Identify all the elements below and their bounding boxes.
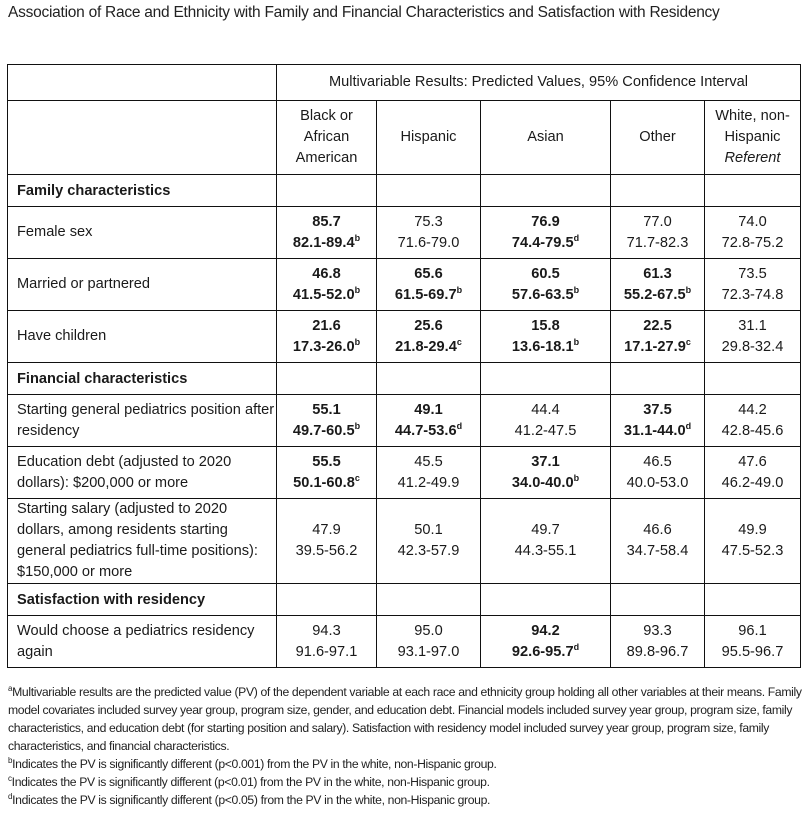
confidence-interval	[377, 233, 480, 254]
value-cell	[705, 395, 801, 447]
empty-cell	[705, 584, 801, 616]
confidence-interval-range: 49.7-60.5	[292, 422, 355, 439]
confidence-interval	[277, 285, 376, 306]
confidence-interval	[377, 473, 480, 494]
value-cell	[277, 311, 377, 363]
predicted-value: 95.0	[414, 622, 443, 639]
footnotes	[8, 683, 808, 809]
confidence-interval	[705, 642, 800, 663]
predicted-value: 47.6	[738, 453, 767, 470]
predicted-value: 22.5	[643, 317, 672, 334]
value-cell	[277, 616, 377, 668]
column-header	[377, 101, 481, 175]
table-row	[8, 207, 801, 259]
column-header-line: African	[303, 129, 350, 145]
predicted-value: 55.1	[312, 401, 341, 418]
footnote	[8, 791, 808, 809]
value-cell	[481, 499, 611, 584]
confidence-interval-range: 71.7-82.3	[626, 234, 689, 251]
predicted-value: 93.3	[643, 622, 672, 639]
confidence-interval	[611, 337, 704, 358]
row-label: Starting general pediatrics position after residency	[8, 395, 277, 447]
value-cell	[481, 259, 611, 311]
predicted-value: 47.9	[312, 522, 341, 538]
footnote-text: Indicates the PV is significantly different (p<0.05) from the PV in the white, non-Hispanic group.	[12, 793, 491, 807]
column-header-line: White, non-	[715, 108, 790, 124]
value-cell	[277, 207, 377, 259]
empty-corner-cell	[8, 65, 277, 101]
significance-marker: c	[685, 336, 691, 347]
significance-marker: b	[354, 420, 361, 431]
row-label: Starting salary (adjusted to 2020 dollars, among residents starting general pediatrics full-time positions): $150,000 or more	[8, 499, 277, 584]
value-cell	[277, 259, 377, 311]
confidence-interval	[377, 642, 480, 663]
confidence-interval	[277, 541, 376, 562]
value-cell	[611, 311, 705, 363]
confidence-interval	[705, 337, 800, 358]
confidence-interval	[377, 421, 480, 442]
value-cell	[481, 311, 611, 363]
empty-cell	[277, 363, 377, 395]
significance-marker: b	[354, 336, 361, 347]
footnote-text: Indicates the PV is significantly different (p<0.01) from the PV in the white, non-Hispanic group.	[11, 775, 490, 789]
predicted-value: 75.3	[414, 213, 443, 230]
confidence-interval-range: 57.6-63.5	[511, 286, 574, 303]
confidence-interval-range: 42.3-57.9	[397, 543, 460, 559]
table-row	[8, 311, 801, 363]
confidence-interval-range: 40.0-53.0	[626, 474, 689, 491]
significance-marker: d	[685, 420, 692, 431]
significance-marker: d	[456, 420, 463, 431]
confidence-interval-range: 41.5-52.0	[292, 286, 355, 303]
significance-marker: b	[354, 284, 361, 295]
predicted-value: 31.1	[738, 317, 767, 334]
predicted-value: 49.9	[738, 522, 767, 538]
confidence-interval-range: 82.1-89.4	[292, 234, 355, 251]
confidence-interval	[611, 642, 704, 663]
value-cell	[377, 447, 481, 499]
value-cell	[705, 259, 801, 311]
section-title: Family characteristics	[8, 175, 277, 207]
confidence-interval-range: 71.6-79.0	[397, 234, 460, 251]
results-table	[7, 64, 801, 668]
row-label: Have children	[8, 311, 277, 363]
confidence-interval-range: 34.0-40.0	[511, 474, 574, 491]
column-header-line: Hispanic	[724, 129, 781, 145]
confidence-interval-range: 13.6-18.1	[511, 338, 574, 355]
predicted-value: 37.5	[643, 401, 672, 418]
confidence-interval-range: 17.1-27.9	[624, 338, 686, 355]
value-cell	[705, 311, 801, 363]
confidence-interval-range: 72.3-74.8	[721, 286, 784, 303]
confidence-interval	[277, 473, 376, 494]
empty-cell	[611, 363, 705, 395]
value-cell	[611, 207, 705, 259]
confidence-interval	[611, 233, 704, 254]
confidence-interval	[481, 285, 610, 306]
confidence-interval	[377, 337, 480, 358]
confidence-interval-range: 44.7-53.6	[394, 422, 457, 439]
column-header-line: Hispanic	[400, 129, 457, 145]
value-cell	[377, 499, 481, 584]
confidence-interval	[277, 421, 376, 442]
confidence-interval	[377, 541, 480, 562]
value-cell	[277, 395, 377, 447]
value-cell	[377, 395, 481, 447]
value-cell	[377, 207, 481, 259]
predicted-value: 49.7	[531, 522, 560, 538]
confidence-interval	[611, 541, 704, 562]
confidence-interval-range: 92.6-95.7	[511, 643, 574, 660]
value-cell	[277, 447, 377, 499]
empty-cell	[481, 363, 611, 395]
confidence-interval-range: 91.6-97.1	[295, 643, 358, 660]
empty-cell	[277, 584, 377, 616]
value-cell	[277, 499, 377, 584]
significance-marker: b	[573, 472, 580, 483]
predicted-value: 44.2	[738, 401, 767, 418]
spanning-header-row	[8, 65, 801, 101]
column-header	[277, 101, 377, 175]
confidence-interval-range: 95.5-96.7	[721, 643, 784, 660]
predicted-value: 94.2	[531, 622, 560, 639]
predicted-value: 85.7	[312, 213, 341, 230]
confidence-interval	[705, 541, 800, 562]
value-cell	[611, 499, 705, 584]
predicted-value: 50.1	[414, 522, 443, 538]
predicted-value: 74.0	[738, 213, 767, 230]
predicted-value: 21.6	[312, 317, 341, 334]
empty-cell	[481, 175, 611, 207]
significance-marker: b	[573, 284, 580, 295]
table-row	[8, 447, 801, 499]
confidence-interval	[481, 233, 610, 254]
footnote	[8, 755, 808, 773]
row-label: Would choose a pediatrics residency again	[8, 616, 277, 668]
confidence-interval-range: 93.1-97.0	[397, 643, 460, 660]
confidence-interval-range: 41.2-49.9	[397, 474, 460, 491]
table-title: Association of Race and Ethnicity with Family and Financial Characteristics and Satisfaction with Residency	[8, 4, 720, 21]
predicted-value: 46.6	[643, 522, 672, 538]
column-header	[481, 101, 611, 175]
footnote-text: Indicates the PV is significantly different (p<0.001) from the PV in the white, non-Hispanic group.	[12, 757, 497, 771]
significance-marker: c	[354, 472, 360, 483]
footnote-mark: a	[8, 684, 13, 693]
referent-label: Referent	[724, 150, 781, 166]
value-cell	[481, 395, 611, 447]
confidence-interval	[481, 421, 610, 442]
confidence-interval	[705, 233, 800, 254]
footnote-mark: b	[8, 756, 13, 765]
predicted-value: 25.6	[414, 317, 443, 334]
empty-cell	[705, 175, 801, 207]
confidence-interval-range: 41.2-47.5	[514, 422, 577, 439]
predicted-value: 60.5	[531, 265, 560, 282]
significance-marker: b	[456, 284, 463, 295]
predicted-value: 76.9	[531, 213, 560, 230]
empty-label-header-cell	[8, 101, 277, 175]
footnote-mark: c	[8, 774, 12, 783]
predicted-value: 37.1	[531, 453, 560, 470]
value-cell	[705, 207, 801, 259]
row-label: Female sex	[8, 207, 277, 259]
predicted-value: 46.5	[643, 453, 672, 470]
footnote	[8, 683, 808, 755]
empty-cell	[377, 175, 481, 207]
confidence-interval	[481, 473, 610, 494]
value-cell	[611, 395, 705, 447]
value-cell	[481, 447, 611, 499]
confidence-interval	[705, 285, 800, 306]
confidence-interval-range: 34.7-58.4	[626, 543, 689, 559]
section-header-row	[8, 363, 801, 395]
column-header	[705, 101, 801, 175]
predicted-value: 65.6	[414, 265, 443, 282]
significance-marker: d	[573, 641, 580, 652]
value-cell	[611, 447, 705, 499]
value-cell	[377, 259, 481, 311]
row-label: Married or partnered	[8, 259, 277, 311]
confidence-interval	[481, 337, 610, 358]
footnote-mark: d	[8, 792, 13, 801]
value-cell	[377, 311, 481, 363]
confidence-interval-range: 44.3-55.1	[514, 543, 577, 559]
footnote-text: Multivariable results are the predicted value (PV) of the dependent variable at each race and ethnicity group holding all other variables at their means. Family model covariates included survey year group, program size, gender, and education debt. Financial models included survey year group, program size, family characteristics, and education debt (for starting position and salary). Satisfaction with residency model included survey year group, program size, family characteristics, and financial characteristics.	[8, 685, 802, 753]
predicted-value: 61.3	[643, 265, 672, 282]
table-row	[8, 395, 801, 447]
confidence-interval-range: 50.1-60.8	[293, 474, 355, 491]
value-cell	[481, 207, 611, 259]
table-row	[8, 259, 801, 311]
empty-cell	[377, 584, 481, 616]
confidence-interval-range: 72.8-75.2	[721, 234, 784, 251]
confidence-interval	[377, 285, 480, 306]
confidence-interval-range: 61.5-69.7	[394, 286, 457, 303]
confidence-interval	[705, 421, 800, 442]
confidence-interval-range: 89.8-96.7	[626, 643, 689, 660]
confidence-interval-range: 46.2-49.0	[721, 474, 784, 491]
confidence-interval	[611, 421, 704, 442]
significance-marker: d	[573, 232, 580, 243]
confidence-interval	[481, 642, 610, 663]
column-header-row	[8, 101, 801, 175]
confidence-interval-range: 55.2-67.5	[623, 286, 686, 303]
value-cell	[481, 616, 611, 668]
empty-cell	[705, 363, 801, 395]
confidence-interval	[481, 541, 610, 562]
predicted-value: 49.1	[414, 401, 443, 418]
value-cell	[705, 499, 801, 584]
footnote	[8, 773, 808, 791]
confidence-interval-range: 17.3-26.0	[292, 338, 355, 355]
empty-cell	[611, 584, 705, 616]
confidence-interval	[277, 233, 376, 254]
confidence-interval	[277, 642, 376, 663]
predicted-value: 44.4	[531, 401, 560, 418]
column-header-line: Black or	[300, 108, 353, 124]
column-header-line: American	[295, 150, 358, 166]
value-cell	[611, 259, 705, 311]
predicted-value: 45.5	[414, 453, 443, 470]
confidence-interval	[611, 285, 704, 306]
column-header-line: Other	[639, 129, 676, 145]
column-header	[611, 101, 705, 175]
section-title: Financial characteristics	[8, 363, 277, 395]
empty-cell	[481, 584, 611, 616]
significance-marker: c	[456, 336, 462, 347]
confidence-interval	[705, 473, 800, 494]
section-header-row	[8, 584, 801, 616]
section-header-row	[8, 175, 801, 207]
confidence-interval-range: 39.5-56.2	[295, 543, 358, 559]
confidence-interval	[611, 473, 704, 494]
significance-marker: b	[354, 232, 361, 243]
confidence-interval-range: 47.5-52.3	[721, 543, 784, 559]
value-cell	[377, 616, 481, 668]
value-cell	[705, 616, 801, 668]
predicted-value: 94.3	[312, 622, 341, 639]
predicted-value: 55.5	[312, 453, 341, 470]
confidence-interval-range: 29.8-32.4	[721, 338, 784, 355]
predicted-value: 73.5	[738, 265, 767, 282]
value-cell	[611, 616, 705, 668]
spanning-header: Multivariable Results: Predicted Values, 95% Confidence Interval	[277, 65, 801, 101]
row-label: Education debt (adjusted to 2020 dollars): $200,000 or more	[8, 447, 277, 499]
predicted-value: 77.0	[643, 213, 672, 230]
empty-cell	[277, 175, 377, 207]
significance-marker: b	[685, 284, 692, 295]
predicted-value: 46.8	[312, 265, 341, 282]
value-cell	[705, 447, 801, 499]
section-title: Satisfaction with residency	[8, 584, 277, 616]
table-row	[8, 499, 801, 584]
predicted-value: 96.1	[738, 622, 767, 639]
table-row	[8, 616, 801, 668]
confidence-interval-range: 74.4-79.5	[511, 234, 574, 251]
predicted-value: 15.8	[531, 317, 560, 334]
column-header-line: Asian	[527, 129, 564, 145]
confidence-interval-range: 21.8-29.4	[395, 338, 457, 355]
confidence-interval-range: 31.1-44.0	[623, 422, 686, 439]
significance-marker: b	[573, 336, 580, 347]
confidence-interval	[277, 337, 376, 358]
confidence-interval-range: 42.8-45.6	[721, 422, 784, 439]
empty-cell	[377, 363, 481, 395]
empty-cell	[611, 175, 705, 207]
